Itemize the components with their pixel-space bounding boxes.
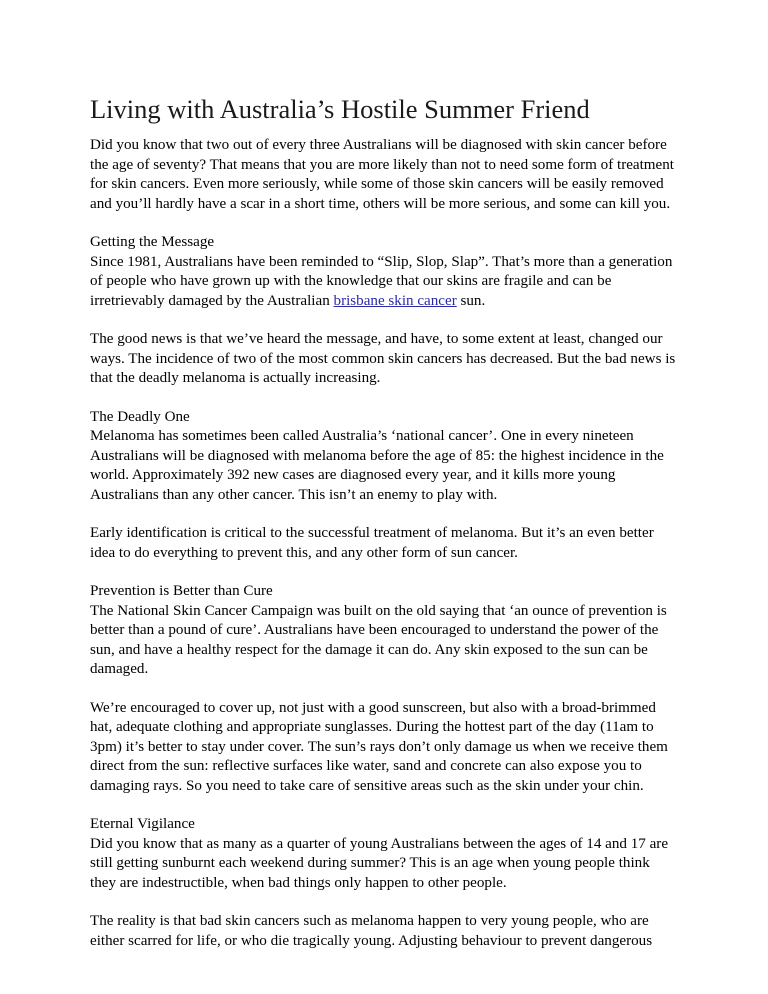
text-line: for skin cancers. Even more seriously, while some of those skin cancers will be easily removed [90,176,664,192]
text-line: they are indestructible, when bad things only happen to other people. [90,874,507,891]
section-heading: The Deadly One [90,408,190,425]
text-line: damaged. [90,661,149,677]
text-line: Melanoma has sometimes been called Australia’s ‘national cancer’. One in every nineteen [90,428,634,444]
document-title: Living with Australia’s Hostile Summer Friend [90,94,590,124]
text-line-with-link [90,292,682,312]
paragraph-eternal-vigilance [90,815,682,893]
text-line: direct from the sun: reflective surfaces like water, sand and concrete can also expose you to [90,758,642,774]
paragraph-getting-the-message [90,233,682,311]
text-line: The good news is that we’ve heard the message, and have, to some extent at least, changed our [90,331,663,347]
paragraph-cover-up [90,699,682,797]
text-line: Did you know that as many as a quarter of young Australians between the ages of 14 and 17 are [90,835,669,852]
paragraph-reality [90,912,682,951]
text-line: sun, and have a healthy respect for the damage it can do. Any skin exposed to the sun can be [90,641,648,658]
text-line: and you’ll hardly have a scar in a short time, others will be more serious, and some can kill you. [90,195,671,212]
text-after-link: sun. [456,292,486,309]
text-line: Australians will be diagnosed with melanoma before the age of 85: the highest incidence in the [90,447,664,464]
text-line: ways. The incidence of two of the most common skin cancers has decreased. But the bad news is [90,350,676,367]
section-heading: Eternal Vigilance [90,816,195,832]
text-line: The reality is that bad skin cancers such as melanoma happen to very young people, who are [90,913,649,929]
text-line: The National Skin Cancer Campaign was built on the old saying that ‘an ounce of prevention is [90,602,667,619]
text-line: Since 1981, Australians have been reminded to “Slip, Slop, Slap”. That’s more than a generation [90,253,673,270]
text-line: Early identification is critical to the successful treatment of melanoma. But it’s an even better [90,525,654,541]
text-line: idea to do everything to prevent this, and any other form of sun cancer. [90,544,518,561]
text-before-link: irretrievably damaged by the Australian [90,292,334,309]
section-heading: Getting the Message [90,234,215,250]
text-line: damaging rays. So you need to take care of sensitive areas such as the skin under your chin. [90,777,644,794]
text-line: 3pm) it’s better to stay under cover. The sun’s rays don’t only damage us when we receive them [90,738,668,755]
paragraph-early-identification [90,524,682,563]
text-line: that the deadly melanoma is actually increasing. [90,370,381,386]
text-line: Australians than any other cancer. This isn’t an enemy to play with. [90,486,498,503]
text-line: world. Approximately 392 new cases are diagnosed every year, and it kills more young [90,467,616,483]
text-line: better than a pound of cure’. Australians have been encouraged to understand the power of the [90,622,659,638]
section-heading: Prevention is Better than Cure [90,583,273,599]
document-page [90,92,682,970]
text-line: either scarred for life, or who die tragically young. Adjusting behaviour to prevent dangerous [90,932,653,949]
text-line: of people who have grown up with the knowledge that our skins are fragile and can be [90,273,612,289]
paragraph-prevention [90,582,682,680]
paragraph-intro [90,136,682,214]
paragraph-deadly-one [90,408,682,506]
text-line: the age of seventy? That means that you are more likely than not to need some form of treatment [90,156,674,173]
text-line: We’re encouraged to cover up, not just with a good sunscreen, but also with a broad-brimmed [90,699,656,716]
text-line: hat, adequate clothing and appropriate sunglasses. During the hottest part of the day (11am to [90,719,654,735]
paragraph-good-news [90,330,682,389]
brisbane-skin-cancer-link[interactable]: brisbane skin cancer [333,292,457,309]
text-line: Did you know that two out of every three Australians will be diagnosed with skin cancer before [90,137,667,153]
text-line: still getting sunburnt each weekend during summer? This is an age when young people think [90,855,650,871]
